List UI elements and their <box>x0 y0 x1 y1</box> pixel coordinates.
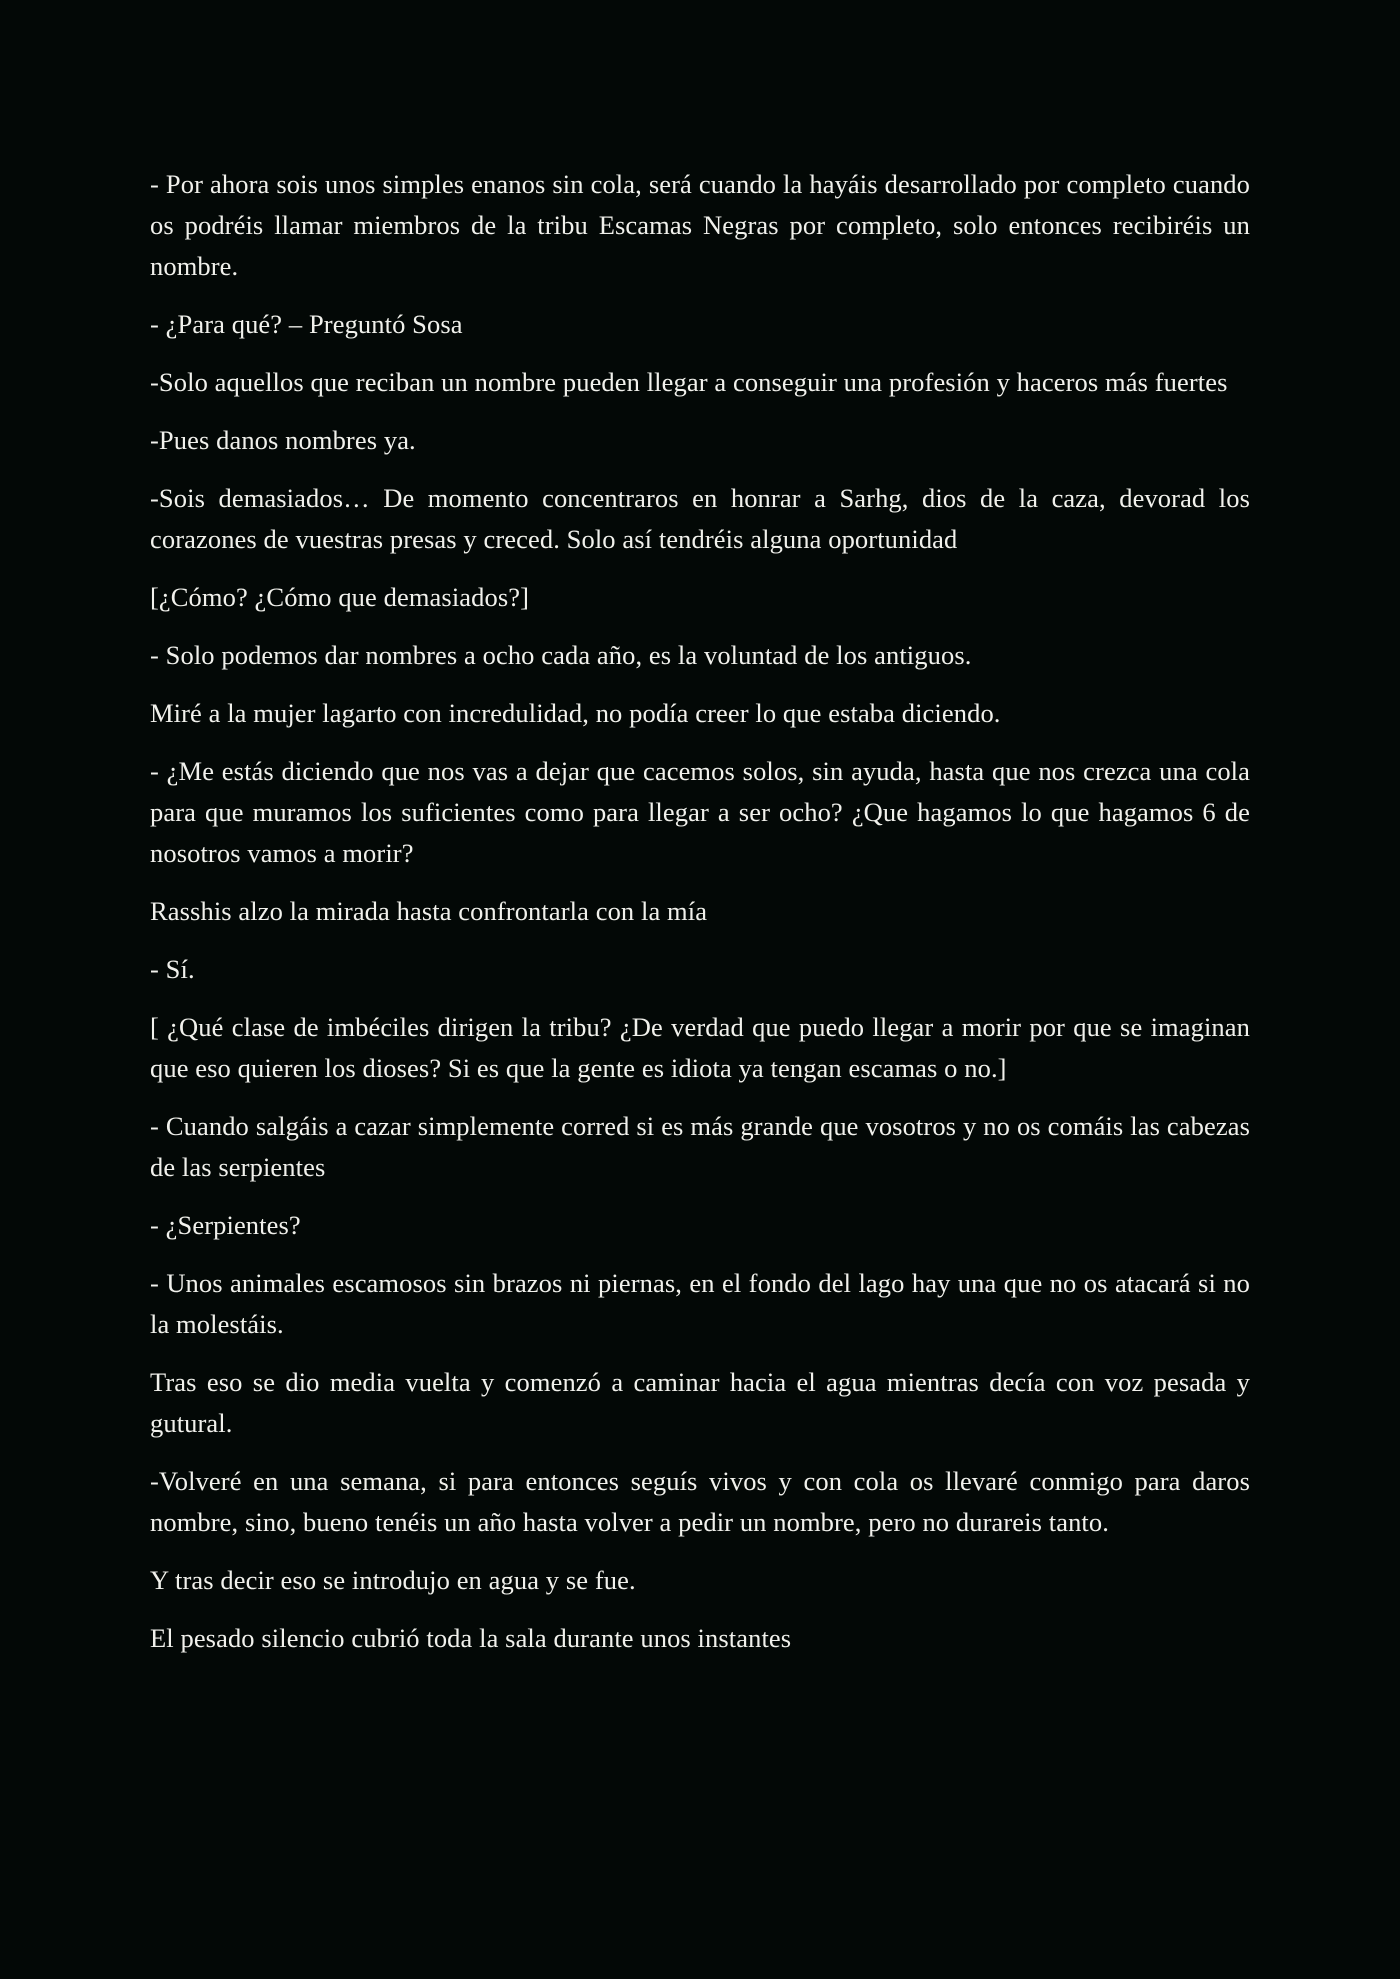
paragraph: -Volveré en una semana, si para entonces seguís vivos y con cola os llevaré conmigo para daros nombre, sino, bueno tenéis un año hasta volver a pedir un nombre, pero no durareis tanto. <box>150 1466 1250 1537</box>
paragraph: - ¿Serpientes? <box>150 1210 301 1240</box>
paragraph: - Unos animales escamosos sin brazos ni piernas, en el fondo del lago hay una que no os atacará si no la molestáis. <box>150 1268 1250 1339</box>
paragraph: - ¿Para qué? – Preguntó Sosa <box>150 309 463 339</box>
paragraph: - Solo podemos dar nombres a ocho cada año, es la voluntad de los antiguos. <box>150 640 972 670</box>
paragraph: -Pues danos nombres ya. <box>150 425 416 455</box>
paragraph: Tras eso se dio media vuelta y comenzó a caminar hacia el agua mientras decía con voz pesada y gutural. <box>150 1367 1250 1438</box>
paragraph: Y tras decir eso se introdujo en agua y se fue. <box>150 1565 636 1595</box>
paragraph: -Sois demasiados… De momento concentraros en honrar a Sarhg, dios de la caza, devorad los corazones de vuestras presas y creced. Solo así tendréis alguna oportunidad <box>150 483 1250 554</box>
paragraph: El pesado silencio cubrió toda la sala durante unos instantes <box>150 1623 792 1653</box>
paragraph: [¿Cómo? ¿Cómo que demasiados?] <box>150 582 530 612</box>
paragraph: -Solo aquellos que reciban un nombre pueden llegar a conseguir una profesión y haceros más fuertes <box>150 367 1228 397</box>
paragraph: Miré a la mujer lagarto con incredulidad, no podía creer lo que estaba diciendo. <box>150 698 1001 728</box>
paragraph: - Sí. <box>150 954 195 984</box>
paragraph: - ¿Me estás diciendo que nos vas a dejar que cacemos solos, sin ayuda, hasta que nos crezca una cola para que muramos los suficientes como para llegar a ser ocho? ¿Que hagamos lo que hagamos 6 de nosotros vamos a morir? <box>150 756 1250 868</box>
paragraph: - Por ahora sois unos simples enanos sin cola, será cuando la hayáis desarrollado por completo cuando os podréis llamar miembros de la tribu Escamas Negras por completo, solo entonces recibiréis un nombre. <box>150 169 1250 281</box>
paragraph: [ ¿Qué clase de imbéciles dirigen la tribu? ¿De verdad que puedo llegar a morir por que se imaginan que eso quieren los dioses? Si es que la gente es idiota ya tengan escamas o no.] <box>150 1012 1250 1083</box>
paragraph: Rasshis alzo la mirada hasta confrontarla con la mía <box>150 896 708 926</box>
paragraph: - Cuando salgáis a cazar simplemente corred si es más grande que vosotros y no os comáis las cabezas de las serpientes <box>150 1111 1250 1182</box>
